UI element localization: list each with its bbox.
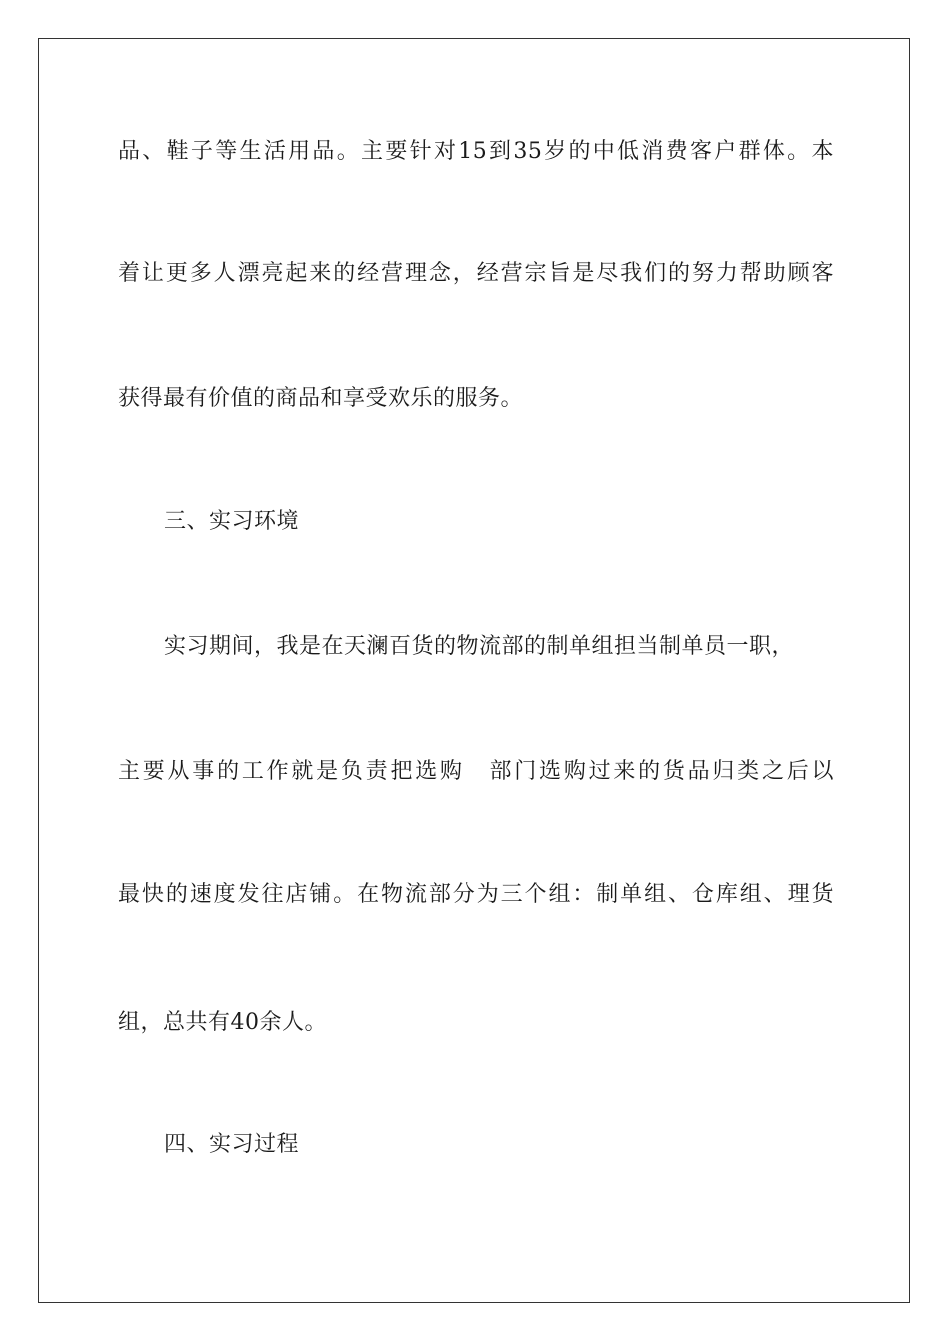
- body-text-line: 主要从事的工作就是负责把选购 部门选购过来的货品归类之后以: [118, 759, 834, 784]
- body-text-line: 获得最有价值的商品和享受欢乐的服务。: [118, 386, 524, 411]
- section-heading: 三、实习环境: [164, 509, 300, 534]
- body-text-line: 组，总共有40余人。: [118, 1010, 327, 1035]
- page-border: [38, 38, 910, 1303]
- body-text-line: 品、鞋子等生活用品。主要针对15到35岁的中低消费客户群体。本: [118, 139, 834, 164]
- body-text-line: 实习期间，我是在天澜百货的物流部的制单组担当制单员一职，: [164, 634, 795, 659]
- body-text-line: 最快的速度发往店铺。在物流部分为三个组：制单组、仓库组、理货: [118, 882, 834, 907]
- section-heading: 四、实习过程: [164, 1132, 300, 1157]
- body-text-line: 着让更多人漂亮起来的经营理念，经营宗旨是尽我们的努力帮助顾客: [118, 261, 834, 286]
